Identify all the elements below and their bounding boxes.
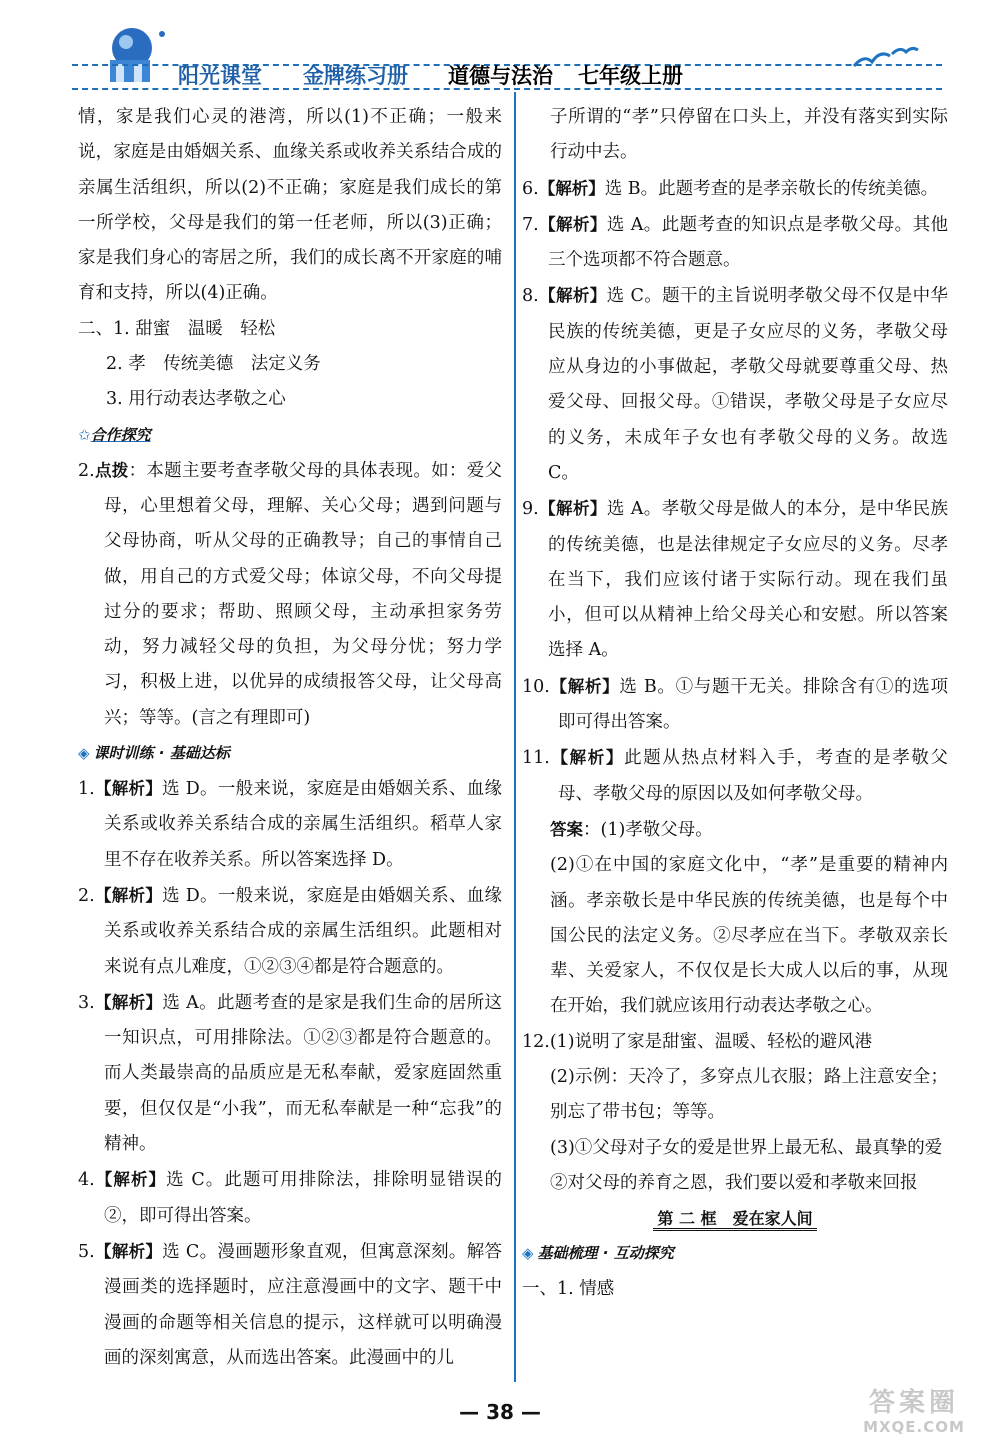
answer-item: 11.【解析】此题从热点材料入手，考查的是孝敬父母、孝敬父母的原因以及如何孝敬父母。 — [522, 748, 949, 804]
answer-detail: (2)①在中国的家庭文化中，“孝”是重要的精神内涵。孝亲敬长是中华民族的传统美德，也是每个中国公民的法定义务。②尽孝应在当下。孝敬双亲长辈、关爱家人，不仅仅是长大成人以后的事，从现在开始，我们就应该用行动表达孝敬之心。 — [550, 855, 948, 1017]
subject-title: 道德与法治 — [448, 64, 553, 88]
star-icon: ✩ — [78, 425, 91, 444]
watermark-url: MXQE.COM — [863, 1418, 965, 1436]
book-icon: ◈ — [78, 743, 90, 762]
answer-item: 7.【解析】选 A。此题考查的知识点是孝敬父母。其他三个选项都不符合题意。 — [522, 214, 949, 271]
answer-detail: (3)①父母对子女的爱是世界上最无私、最真挚的爱 — [550, 1137, 943, 1158]
answer-item: 4.【解析】选 C。此题可用排除法，排除明显错误的②，即可得出答案。 — [78, 1170, 503, 1226]
answer-detail: (2)示例：天冷了，多穿点儿衣服；路上注意安全；别忘了带书包；等等。 — [550, 1067, 948, 1123]
fill-answer-1: 二、1. 甜蜜 温暖 轻松 — [78, 318, 276, 339]
answer-item: 12.(1)说明了家是甜蜜、温暖、轻松的避风港 — [522, 1031, 873, 1052]
answer-item: 2.【解析】选 D。一般来说，家庭是由婚姻关系、血缘关系或收养关系结合成的亲属生活组织。此题相对来说有点儿难度，①②③④都是符合题意的。 — [78, 885, 503, 977]
paragraph-continuation: 情，家是我们心灵的港湾，所以(1)不正确；一般来说，家庭是由婚姻关系、血缘关系或收养关系结合成的亲属生活组织，所以(2)不正确；家庭是我们成长的第一所学校，父母是我们的第一任老师，所以(3)正确；家是我们身心的寄居之所，我们的成长离不开家庭的哺育和支持，所以(4)正确。 — [78, 107, 502, 304]
paragraph-continuation: 子所谓的“孝”只停留在口头上，并没有落实到实际行动中去。 — [550, 107, 948, 163]
answer-item: 8.【解析】选 C。题干的主旨说明孝敬父母不仅是中华民族的传统美德，更是子女应尽的义务，孝敬父母应从身边的小事做起，孝敬父母就要尊重父母、热爱父母、回报父母。①错误，孝敬父母是子女应尽的义务，未成年子女也有孝敬父母的义务。故选 C。 — [522, 286, 949, 483]
watermark-logo: 答案圈 — [868, 1388, 959, 1418]
birds-icon — [850, 44, 920, 74]
left-column — [78, 100, 502, 1376]
fill-answer-3: 3. 用行动表达孝敬之心 — [106, 389, 286, 410]
fill-answer-last: 一、1. 情感 — [522, 1278, 615, 1299]
section-heading-cooperation: ✩ 合作探究 — [78, 418, 502, 453]
grade-title: 七年级上册 — [578, 64, 683, 88]
frame-title: 第 二 框 爱在家人间 — [522, 1201, 948, 1236]
answer-item: 3.【解析】选 A。此题考查的是家是我们生命的居所这一知识点，可用排除法。①②③都是符合题意的。而人类最崇高的品质应是无私奉献，爱家庭固然重要，但仅仅是“小我”，而无私奉献是一种“忘我”的精神。 — [78, 992, 502, 1155]
right-column — [522, 100, 948, 1307]
answer-item: 2.点拨：本题主要考查孝敬父母的具体表现。如：爱父母，心里想着父母，理解、关心父母；遇到问题与父母协商，听从父母的正确教导；自己的事情自己做，用自己的方式爱父母；体谅父母，不向父母提过分的要求；帮助、照顾父母，主动承担家务劳动，努力减轻父母的负担，为父母分忧；努力学习，积极上进，以优异的成绩报答父母，让父母高兴；等等。(言之有理即可) — [78, 460, 503, 728]
answer-item: 5.【解析】选 C。漫画题形象直观，但寓意深刻。解答漫画类的选择题时，应注意漫画中的文字、题干中漫画的命题等相关信息的提示，这样就可以明确漫画的深刻寓意，从而选出答案。此漫画中的儿 — [78, 1241, 502, 1368]
series-title: 阳光课堂 — [178, 64, 262, 88]
book-icon: ◈ — [522, 1244, 534, 1263]
page-header — [0, 0, 1000, 100]
answer-item: 6.【解析】选 B。此题考查的是孝亲敬长的传统美德。 — [522, 178, 939, 199]
answer-label: 答案：(1)孝敬父母。 — [550, 819, 713, 840]
section-heading-training: ◈ 课时训练 · 基础达标 — [78, 736, 502, 771]
answer-item: 10.【解析】选 B。①与题干无关。排除含有①的选项即可得出答案。 — [522, 676, 949, 733]
answer-detail: ②对父母的养育之恩，我们要以爱和孝敬来回报 — [550, 1172, 918, 1193]
answer-item: 9.【解析】选 A。孝敬父母是做人的本分，是中华民族的传统美德，也是法律规定子女应尽的义务。尽孝在当下，我们应该付诸于实际行动。现在我们虽小，但可以从精神上给父母关心和安慰。所以答案选择 A。 — [522, 499, 949, 661]
watermark — [838, 1388, 990, 1440]
page-number: — 38 — — [459, 1400, 541, 1424]
fill-answer-2: 2. 孝 传统美德 法定义务 — [106, 354, 321, 375]
section-heading-basics: ◈ 基础梳理 · 互动探究 — [522, 1237, 948, 1272]
series-subtitle: 金牌练习册 — [303, 64, 408, 88]
column-divider — [514, 92, 516, 1382]
answer-item: 1.【解析】选 D。一般来说，家庭是由婚姻关系、血缘关系或收养关系结合成的亲属生活组织。稻草人家里不存在收养关系。所以答案选择 D。 — [78, 779, 503, 870]
